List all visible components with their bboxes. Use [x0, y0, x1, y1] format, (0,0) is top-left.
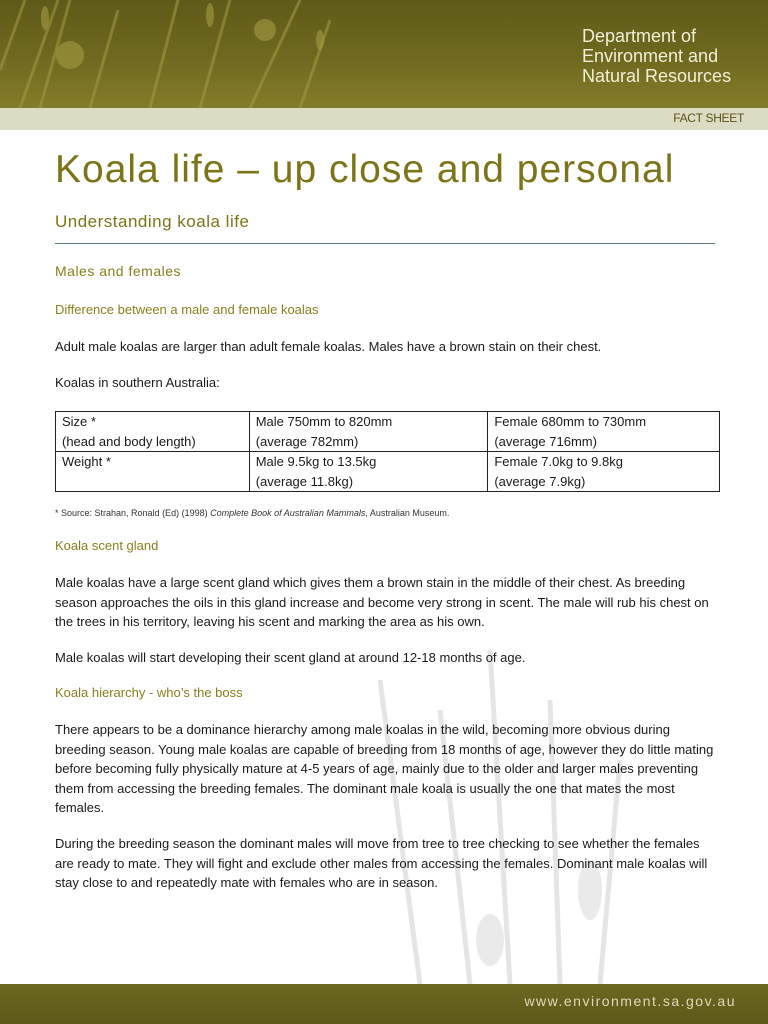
- paragraph-southern-australia: Koalas in southern Australia:: [55, 375, 220, 390]
- factsheet-bar: [0, 108, 768, 130]
- heading-difference: Difference between a male and female koalas: [55, 302, 319, 317]
- cell-line: (average 11.8kg): [255, 473, 354, 489]
- footer-bar: [0, 984, 768, 1024]
- paragraph-scent-gland-2: Male koalas will start developing their scent gland at around 12-18 months of age.: [55, 650, 526, 665]
- factsheet-label: FACT SHEET: [673, 111, 744, 125]
- table-cell-label: [56, 412, 250, 452]
- cell-line: (average 7.9kg): [494, 473, 586, 489]
- cell-line: (average 782mm): [255, 433, 359, 449]
- paragraph-hierarchy-2: During the breeding season the dominant males will move from tree to tree checking to see whether the females are ready to mate. They will fight and exclude other males from accessing the females. Dominant male koalas will stay close to and repeatedly mate with females who are in season.: [55, 836, 708, 890]
- heading-hierarchy: Koala hierarchy - who’s the boss: [55, 685, 243, 700]
- page-subtitle: Understanding koala life: [55, 212, 250, 231]
- table-cell-male: [249, 452, 488, 492]
- header-banner: [0, 0, 768, 108]
- title-divider: [55, 243, 715, 244]
- cell-line: Female 7.0kg to 9.8kg: [494, 454, 623, 469]
- paragraph-scent-gland-1: Male koalas have a large scent gland which gives them a brown stain in the middle of their chest. As breeding season approaches the oils in this gland increase and become very strong in scent. The male will rub his chest on the trees in his territory, leaving his scent and marking the area as his own.: [55, 575, 709, 629]
- footnote-suffix: , Australian Museum.: [365, 508, 450, 518]
- heading-males-females: Males and females: [55, 263, 182, 279]
- table-cell-female: [488, 452, 720, 492]
- footer-website-link[interactable]: www.environment.sa.gov.au: [524, 993, 736, 1009]
- department-line-3: Natural Resources: [582, 66, 732, 86]
- paragraph-difference: Adult male koalas are larger than adult female koalas. Males have a brown stain on their chest.: [55, 339, 602, 354]
- cell-line: Size *: [62, 414, 96, 429]
- department-line-2: Environment and: [582, 46, 719, 66]
- cell-line: (head and body length): [62, 433, 196, 449]
- footnote-book-title: Complete Book of Australian Mammals: [210, 508, 366, 518]
- table-row: [56, 452, 720, 492]
- department-name: [582, 26, 762, 86]
- cell-line: (average 716mm): [494, 433, 597, 449]
- page-title: Koala life – up close and personal: [55, 148, 675, 191]
- cell-line: Female 680mm to 730mm: [494, 414, 647, 429]
- paragraph-hierarchy-1: There appears to be a dominance hierarchy among male koalas in the wild, becoming more obvious during breeding season. Young male koalas are capable of breeding from 18 months of age, however they do little mating before becoming fully physically mature at 4-5 years of age, mainly due to the older and larger males preventing them from accessing the breeding females. The dominant male koala is usually the one that mates the most females.: [55, 722, 714, 815]
- heading-scent-gland: Koala scent gland: [55, 538, 159, 553]
- footnote-prefix: * Source: Strahan, Ronald (Ed) (1998): [55, 508, 211, 518]
- table-source-footnote: [55, 508, 449, 518]
- department-line-1: Department of: [582, 26, 697, 46]
- cell-line: Weight *: [62, 454, 111, 469]
- cell-line: Male 9.5kg to 13.5kg: [255, 454, 377, 469]
- grass-tree-decoration: [0, 0, 360, 108]
- table-cell-male: [249, 412, 488, 452]
- table-cell-label: [56, 452, 250, 492]
- table-row: [56, 412, 720, 452]
- table-cell-female: [488, 412, 720, 452]
- size-weight-table: [55, 411, 720, 492]
- cell-line: Male 750mm to 820mm: [255, 414, 393, 429]
